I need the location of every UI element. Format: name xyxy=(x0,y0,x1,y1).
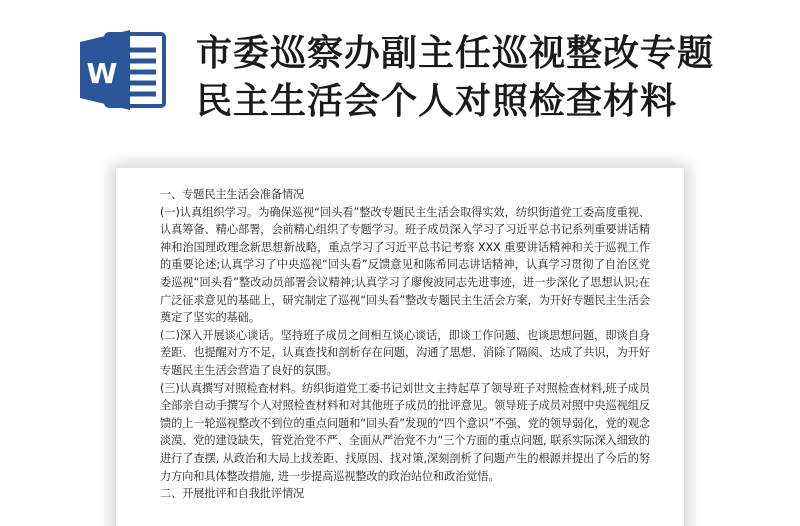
paragraph: (二)深入开展谈心谈话。坚持班子成员之间相互谈心谈话，即谈工作问题、也谈思想问题，即谈自身差距、也提醒对方不足，认真查找和剖析存在问题，沟通了思想、消除了隔阂、达成了共识，为开好专题民主生活会营造了良好的氛围。 xyxy=(160,328,650,377)
section-heading: 一、专题民主生活会准备情况 xyxy=(160,188,305,201)
word-document-icon xyxy=(78,28,168,112)
section-heading: 二、开展批评和自我批评情况 xyxy=(160,487,305,501)
header xyxy=(0,0,800,150)
paragraph: (一)认真组织学习。为确保巡视“回头看”整改专题民主生活会取得实效，纺织街道党工委高度重视、认真筹备、精心部署，会前精心组织了专题学习。班子成员深入学习了习近平总书记系列重要讲话精神和治国理政理念新思想新战略，重点学习了习近平总书记考察 XXX 重要讲话精神和关于巡视工作的重要论述;认真学习了中央巡视“回头看”反馈意见和陈希同志讲话精神，认真学习贯彻了自治区党委巡视“回头看”整改动员部署会议精神;认真学习了廖俊波同志先进事迹，进一步深化了思想认识;在广泛征求意见的基础上，研究制定了巡视“回头看”整改专题民主生活会方案，为开好专题民主生活会奠定了坚实的基础。 xyxy=(160,205,650,325)
svg-text:W: W xyxy=(86,57,118,90)
page-title xyxy=(196,30,786,126)
title-line-2: 民主生活会个人对照检查材料 xyxy=(196,81,678,122)
title-line-1: 市委巡察办副主任巡视整改专题 xyxy=(196,33,715,74)
document-body xyxy=(160,186,650,503)
paragraph: (三)认真撰写对照检查材料。纺织街道党工委书记刘世文主持起草了领导班子对照检查材料,班子成员全部亲自动手撰写个人对照检查材料和对其他班子成员的批评意见。领导班子成员对照中央巡视组反馈的上一轮巡视整改不到位的重点问题和“回头看”发现的“四个意识”不强、党的领导弱化，党的观念淡漠、党的建设缺失，管党治党不严、全面从严治党不力“三个方面的重点问题, 联系实际深入细致的进行了查摆, 从政治和大局上找差距、找原因、找对策,深刻剖析了问题产生的根源并提出了今后的努力方向和具体整改措施, 进一步提高巡视整改的政治站位和政治觉悟。 xyxy=(160,381,650,483)
